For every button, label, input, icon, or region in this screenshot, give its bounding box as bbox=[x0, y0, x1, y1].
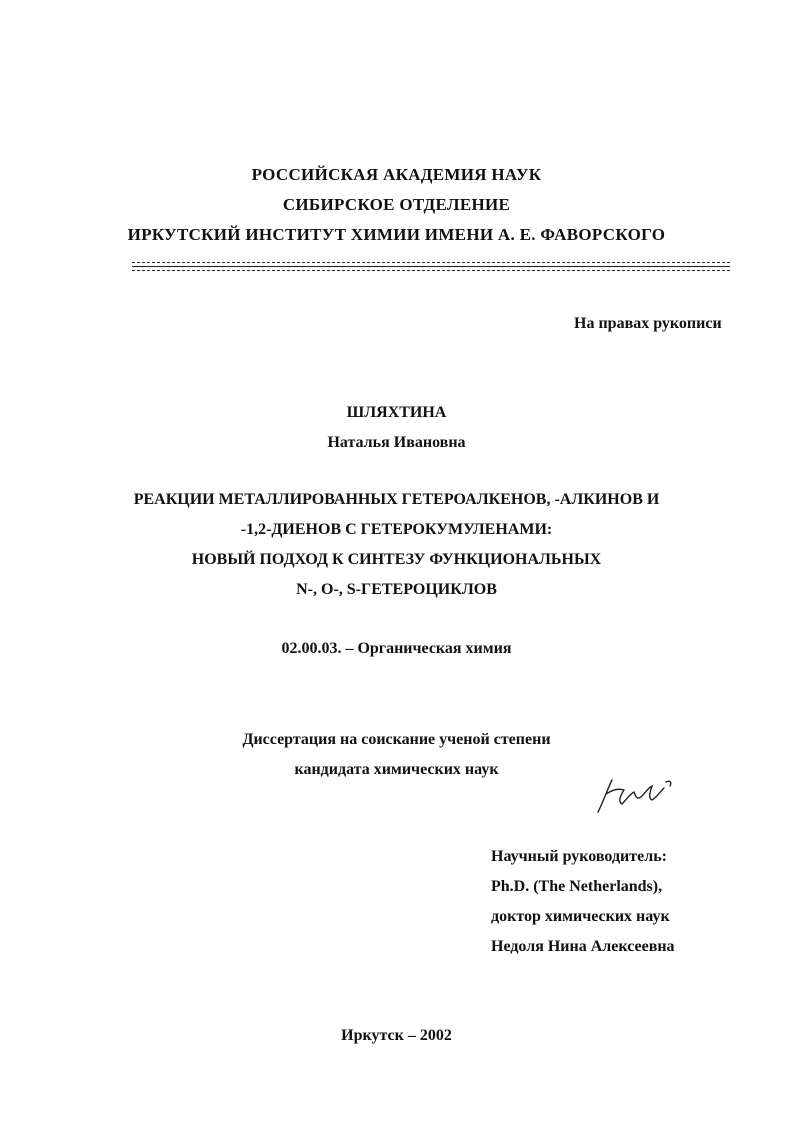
institute-name: ИРКУТСКИЙ ИНСТИТУТ ХИМИИ ИМЕНИ А. Е. ФАВОРСКОГО bbox=[127, 225, 666, 244]
academy-name: РОССИЙСКАЯ АКАДЕМИЯ НАУК bbox=[251, 165, 542, 184]
title-line-3: НОВЫЙ ПОДХОД К СИНТЕЗУ ФУНКЦИОНАЛЬНЫХ bbox=[191, 551, 602, 568]
supervisor-label: Научный руководитель: bbox=[491, 848, 667, 865]
header-rule-top bbox=[132, 262, 730, 263]
title-line-1: РЕАКЦИИ МЕТАЛЛИРОВАННЫХ ГЕТЕРОАЛКЕНОВ, -АЛКИНОВ И bbox=[133, 491, 660, 508]
city-year: Иркутск – 2002 bbox=[341, 1027, 452, 1044]
degree-line-1: Диссертация на соискание ученой степени bbox=[242, 731, 551, 748]
header-rule-middle bbox=[132, 266, 730, 267]
author-surname: ШЛЯХТИНА bbox=[346, 404, 447, 421]
author-given-names: Наталья Ивановна bbox=[327, 434, 466, 451]
title-line-4: N-, O-, S-ГЕТЕРОЦИКЛОВ bbox=[296, 581, 497, 598]
supervisor-name: Недоля Нина Алексеевна bbox=[491, 938, 675, 955]
manuscript-note: На правах рукописи bbox=[574, 315, 722, 332]
header-rule-bottom bbox=[132, 270, 730, 271]
supervisor-credential-1: Ph.D. (The Netherlands), bbox=[491, 878, 663, 895]
title-line-2: -1,2-ДИЕНОВ С ГЕТЕРОКУМУЛЕНАМИ: bbox=[240, 521, 553, 538]
signature-mark bbox=[590, 770, 680, 820]
supervisor-credential-2: доктор химических наук bbox=[491, 908, 670, 925]
branch-name: СИБИРСКОЕ ОТДЕЛЕНИЕ bbox=[282, 195, 511, 214]
degree-line-2: кандидата химических наук bbox=[294, 761, 499, 778]
specialty-code: 02.00.03. – Органическая химия bbox=[281, 640, 512, 657]
